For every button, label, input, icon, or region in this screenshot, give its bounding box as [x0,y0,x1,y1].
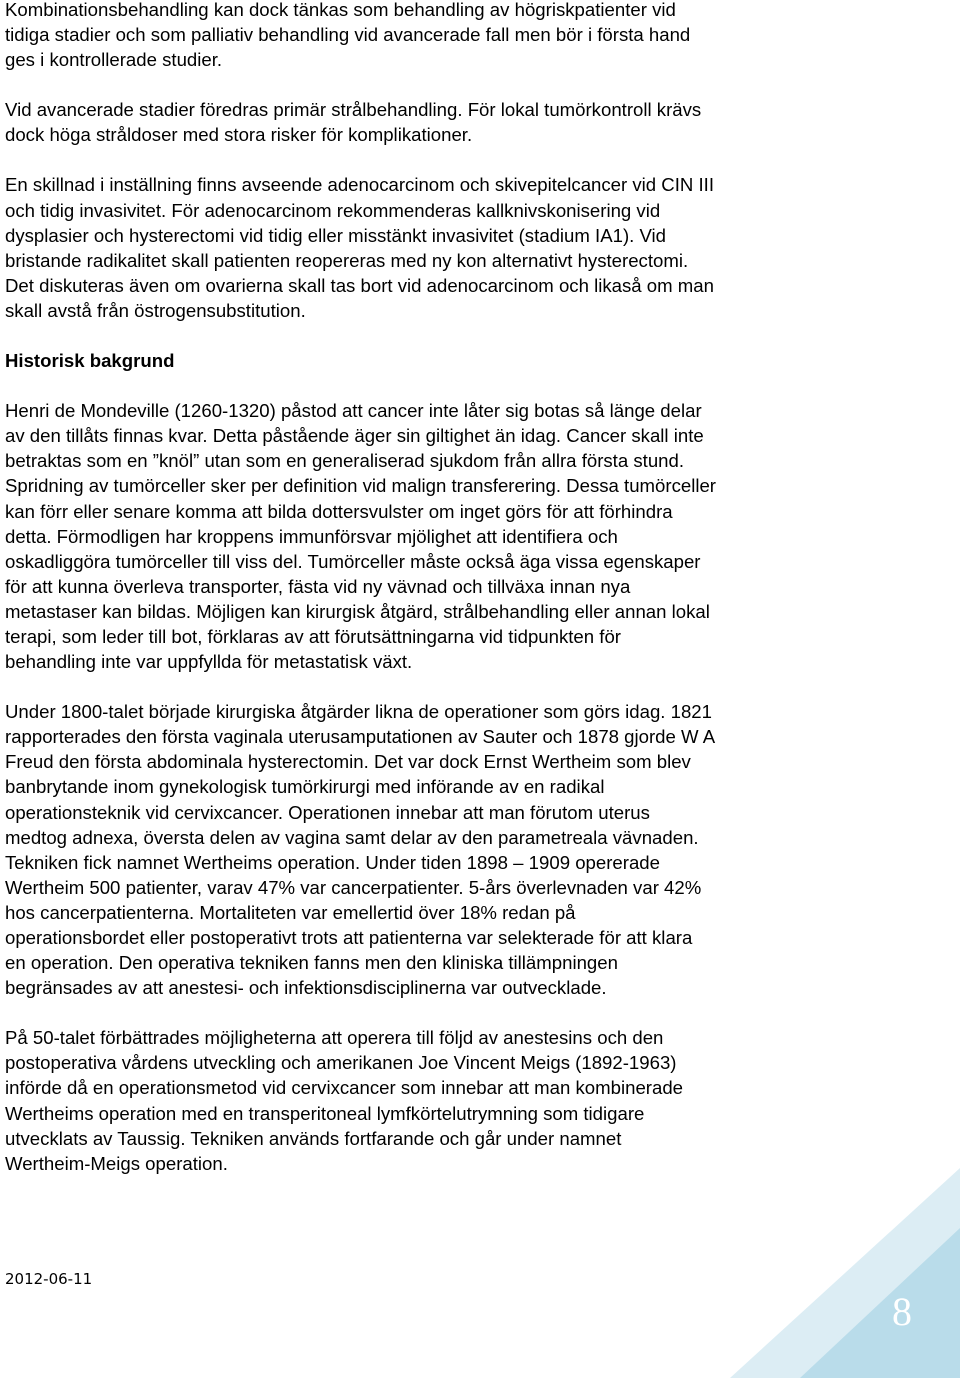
page-number: 8 [892,1289,912,1334]
corner-decoration [730,1168,960,1378]
paragraph-combination-treatment: Kombinationsbehandling kan dock tänkas som behandling av högriskpatienter vid tidiga stadier och som palliativ behandling vid avancerade fall men bör i första hand ges i kontrollerade studier. [5,0,691,71]
paragraph-mondeville: Henri de Mondeville (1260-1320) påstod att cancer inte låter sig botas så länge delar av den tillåts finnas kvar. Detta påstående äger sin giltighet än idag. Cancer skall inte betraktas som en ”knöl” utan som en generaliserad sjukdom från allra första stund. Spridning av tumörceller sker per definition vid malign transferering. Dessa tumörceller kan förr eller senare komma att bilda dottersvulster om inget görs för att förhindra detta. Förmodligen har kroppens immunförsvar mjölighet att identifiera och oskadliggöra tumörceller till viss del. Tumörceller måste också äga vissa egenskaper för att kunna överleva transporter, fästa vid ny vävnad och tillväxa innan nya metastaser kan bildas. Möjligen kan kirurgisk åtgärd, strålbehandling eller annan lokal terapi, som leder till bot, förklaras av att förutsättningarna vid tidpunkten för behandling inte var uppfyllda för metastatisk växt. [5,400,717,673]
document-body [5,0,855,1201]
footer-date: 2012-06-11 [5,1270,93,1288]
section-heading: Historisk bakgrund [5,350,175,372]
paragraph-adenocarcinoma: En skillnad i inställning finns avseende adenocarcinom och skivepitelcancer vid CIN III och tidig invasivitet. För adenocarcinom rekommenderas kallknivskonisering vid dysplasier och hysterectomi vid tidig eller misstänkt invasivitet (stadium IA1). Vid bristande radikalitet skall patienten reopereras med ny kon alternativt hysterectomi. Det diskuteras även om ovarierna skall tas bort vid adenocarcinom och likaså om man skall avstå från östrogensubstitution. [5,174,714,321]
paragraph-wertheim: Under 1800-talet började kirurgiska åtgärder likna de operationer som görs idag. 1821 rapporterades den första vaginala uterusamputationen av Sauter och 1878 gjorde W A Freud den första abdominala hysterectomin. Det var dock Ernst Wertheim som blev banbrytande inom gynekologisk tumörkirurgi med införande av en radikal operationsteknik vid cervixcancer. Operationen innebar att man förutom uterus medtog adnexa, översta delen av vagina samt delar av den parametreala vävnaden. Tekniken fick namnet Wertheims operation. Under tiden 1898 – 1909 opererade Wertheim 500 patienter, varav 47% var cancerpatienter. 5-års överlevnaden var 42% hos cancerpatienterna. Mortaliteten var emellertid över 18% redan på operationsbordet eller postoperativt trots att patienterna var selekterade för att klara en operation. Den operativa tekniken fanns men den kliniska tillämpningen begränsades av att anestesi- och infektionsdisciplinerna var outvecklade. [5,701,716,999]
paragraph-advanced-stages: Vid avancerade stadier föredras primär strålbehandling. För lokal tumörkontroll krävs dock höga stråldoser med stora risker för komplikationer. [5,99,702,146]
paragraph-meigs: På 50-talet förbättrades möjligheterna att operera till följd av anestesins och den postoperativa vårdens utveckling och amerikanen Joe Vincent Meigs (1892-1963) införde då en operationsmetod vid cervixcancer som innebar att man kombinerade Wertheims operation med en transperitoneal lymfkörtelutrymning som tidigare utvecklats av Taussig. Tekniken används fortfarande och går under namnet Wertheim-Meigs operation. [5,1027,684,1174]
